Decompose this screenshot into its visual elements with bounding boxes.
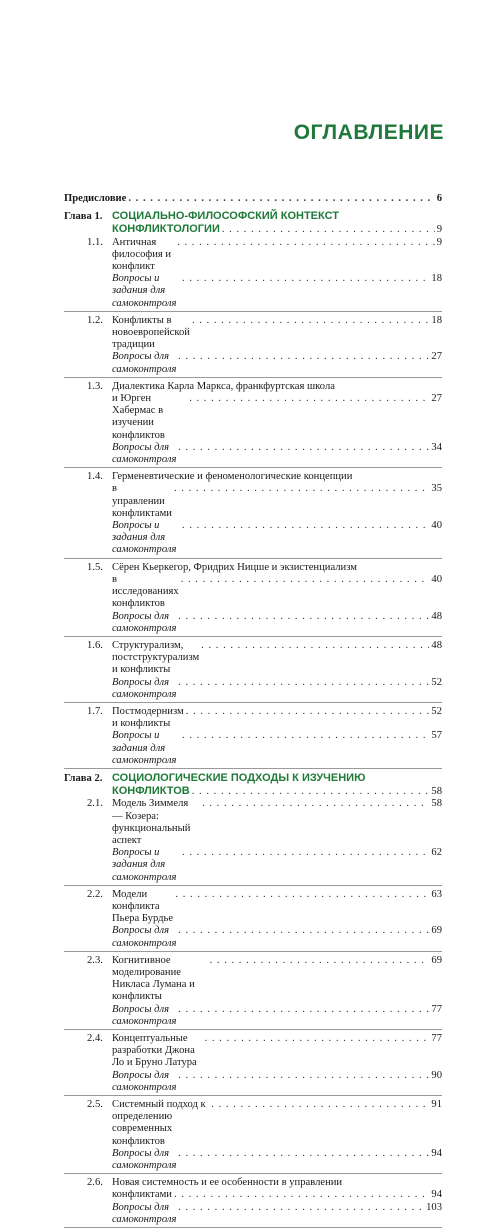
leader-dots <box>182 730 429 742</box>
section-title: Модель Зиммеля — Козера: функциональный аспект <box>112 798 191 846</box>
toc-chapter-heading[interactable] <box>64 210 442 223</box>
section-number: 1.1. <box>87 236 103 248</box>
section-title: в исследованиях конфликтов <box>112 573 179 610</box>
toc-section-entry[interactable] <box>64 381 442 393</box>
section-page: 48 <box>431 639 442 651</box>
toc-section-entry[interactable] <box>64 315 442 352</box>
leader-dots <box>182 847 429 859</box>
questions-label: Вопросы и задания для самоконтроля <box>112 847 177 883</box>
toc-section-entry[interactable] <box>64 562 442 574</box>
leader-dots <box>174 483 429 495</box>
questions-label: Вопросы и задания для самоконтроля <box>112 520 177 556</box>
section-title: Диалектика Карла Маркса, франкфуртская школа <box>112 380 335 392</box>
questions-page: 90 <box>431 1069 442 1081</box>
leader-dots <box>189 393 429 405</box>
toc-questions-entry[interactable] <box>64 677 442 703</box>
questions-label: Вопросы для самоконтроля <box>112 1069 177 1093</box>
toc-questions-entry[interactable] <box>64 730 442 769</box>
section-page: 77 <box>431 1033 442 1044</box>
section-page: 35 <box>431 483 442 495</box>
leader-dots <box>182 273 429 285</box>
questions-page: 27 <box>431 351 442 363</box>
section-number: 2.3. <box>87 954 103 966</box>
chapter-number: Глава 2. <box>64 772 103 784</box>
section-number: 2.5. <box>87 1099 103 1111</box>
table-of-contents <box>64 193 442 1231</box>
questions-page: 52 <box>431 676 442 688</box>
questions-label: Вопросы для самоконтроля <box>112 1201 177 1225</box>
toc-chapter-heading[interactable] <box>64 772 442 785</box>
page-title: ОГЛАВЛЕНИЕ <box>293 121 444 144</box>
section-title: Конфликты в новоевропейской традиции <box>112 314 190 351</box>
section-title: Новая системность и ее особенности в управлении <box>112 1177 343 1189</box>
leader-dots <box>174 1189 429 1201</box>
section-number: 1.2. <box>87 314 103 326</box>
questions-page: 77 <box>431 1003 442 1015</box>
questions-page: 103 <box>426 1201 442 1213</box>
section-number: 2.4. <box>87 1033 103 1044</box>
questions-page: 40 <box>431 520 442 532</box>
questions-label: Вопросы и задания для самоконтроля <box>112 273 177 309</box>
section-title: Герменевтические и феноменологические концепции <box>112 471 353 483</box>
questions-page: 57 <box>431 730 442 742</box>
questions-label: Вопросы и задания для самоконтроля <box>112 730 177 766</box>
toc-questions-entry[interactable] <box>64 442 442 468</box>
section-title: Системный подход к определению современных конфликтов <box>112 1099 206 1147</box>
leader-dots <box>182 520 429 532</box>
toc-questions-entry[interactable] <box>64 520 442 559</box>
leader-dots <box>201 640 429 652</box>
leader-dots <box>178 1004 429 1016</box>
section-page: 63 <box>431 888 442 900</box>
leader-dots <box>175 889 429 901</box>
leader-dots <box>177 237 435 249</box>
questions-label: Вопросы для самоконтроля <box>112 610 177 634</box>
toc-section-entry[interactable] <box>64 1189 442 1201</box>
toc-questions-entry[interactable] <box>64 351 442 377</box>
section-page: 18 <box>431 314 442 326</box>
leader-dots <box>192 786 430 798</box>
toc-questions-entry[interactable] <box>64 1004 442 1030</box>
questions-label: Вопросы для самоконтроля <box>112 1147 177 1172</box>
questions-label: Вопросы для самоконтроля <box>112 925 177 949</box>
questions-label: Вопросы для самоконтроля <box>112 441 177 466</box>
section-page: 40 <box>431 573 442 585</box>
toc-questions-entry[interactable] <box>64 611 442 637</box>
section-title: Постмодернизм и конфликты <box>112 705 184 730</box>
toc-chapter-heading-cont[interactable] <box>64 785 442 798</box>
section-number: 2.6. <box>87 1177 103 1189</box>
section-title: Концептуальные разработки Джона Ло и Бруно Латура <box>112 1033 197 1069</box>
section-page: 27 <box>431 393 442 405</box>
questions-page: 18 <box>431 273 442 285</box>
section-title: конфликтами <box>112 1189 172 1201</box>
leader-dots <box>178 611 429 623</box>
chapter-title: СОЦИОЛОГИЧЕСКИЕ ПОДХОДЫ К ИЗУЧЕНИЮ <box>112 771 366 784</box>
toc-section-entry[interactable] <box>64 955 442 1004</box>
chapter-title: КОНФЛИКТОЛОГИИ <box>112 223 220 236</box>
section-title: и Юрген Хабермас в изучении конфликтов <box>112 393 165 441</box>
section-title: в управлении конфликтами <box>112 483 172 519</box>
chapter-page: 9 <box>436 224 442 236</box>
toc-section-entry[interactable] <box>64 1033 442 1070</box>
section-page: 52 <box>431 705 442 717</box>
toc-questions-entry[interactable] <box>64 273 442 312</box>
leader-dots <box>178 1148 429 1160</box>
leader-dots <box>202 798 429 810</box>
section-title: Структурализм, постструктурализм и конфликты <box>112 639 200 676</box>
section-number: 2.1. <box>87 798 103 810</box>
leader-dots <box>192 315 429 327</box>
toc-section-entry[interactable] <box>64 1177 442 1189</box>
toc-section-entry[interactable] <box>64 483 442 520</box>
leader-dots <box>128 193 434 205</box>
toc-section-entry[interactable] <box>64 640 442 677</box>
leader-dots <box>222 224 435 236</box>
leader-dots <box>178 1070 429 1082</box>
toc-section-entry[interactable] <box>64 798 442 847</box>
section-title: Когнитивное моделирование Никласа Лумана и конфликты <box>112 954 195 1003</box>
leader-dots <box>178 351 429 363</box>
toc-entry-preface[interactable] <box>64 193 442 205</box>
section-page: 58 <box>431 798 442 810</box>
leader-dots <box>205 1033 430 1045</box>
toc-questions-entry[interactable] <box>64 1148 442 1174</box>
toc-questions-entry[interactable] <box>64 1202 442 1228</box>
leader-dots <box>210 955 430 967</box>
questions-page: 69 <box>431 925 442 937</box>
questions-page: 94 <box>431 1147 442 1159</box>
section-number: 1.3. <box>87 380 103 392</box>
preface-page: 6 <box>436 193 442 204</box>
section-page: 9 <box>436 236 442 248</box>
toc-section-entry[interactable] <box>64 889 442 926</box>
questions-page: 62 <box>431 847 442 859</box>
leader-dots <box>178 925 429 937</box>
section-number: 1.6. <box>87 639 103 651</box>
questions-label: Вопросы для самоконтроля <box>112 676 177 700</box>
leader-dots <box>178 677 429 689</box>
toc-section-entry[interactable] <box>64 1099 442 1148</box>
questions-label: Вопросы для самоконтроля <box>112 351 177 375</box>
leader-dots <box>181 574 430 586</box>
section-number: 1.5. <box>87 561 103 573</box>
questions-label: Вопросы для самоконтроля <box>112 1003 177 1027</box>
section-page: 94 <box>431 1189 442 1201</box>
section-number: 2.2. <box>87 888 103 900</box>
leader-dots <box>178 442 429 454</box>
section-title: Античная философия и конфликт <box>112 236 172 273</box>
toc-section-entry[interactable] <box>64 471 442 483</box>
toc-questions-entry[interactable] <box>64 847 442 886</box>
section-number: 1.7. <box>87 705 103 717</box>
toc-questions-entry[interactable] <box>64 925 442 951</box>
section-page: 69 <box>431 954 442 966</box>
preface-label: Предисловие <box>64 193 127 204</box>
questions-page: 34 <box>431 441 442 453</box>
toc-questions-entry[interactable] <box>64 1070 442 1096</box>
questions-page: 48 <box>431 610 442 622</box>
toc-section-entry[interactable] <box>64 574 442 611</box>
section-title: Модели конфликта Пьера Бурдье <box>112 888 174 925</box>
section-title: Сёрен Кьеркегор, Фридрих Ницше и экзистенциализм <box>112 561 357 573</box>
section-number: 1.4. <box>87 471 103 483</box>
leader-dots <box>211 1099 429 1111</box>
chapter-title: СОЦИАЛЬНО-ФИЛОСОФСКИЙ КОНТЕКСТ <box>112 210 339 223</box>
toc-section-entry[interactable] <box>64 393 442 442</box>
chapter-page: 58 <box>431 786 442 798</box>
section-page: 91 <box>431 1099 442 1111</box>
leader-dots <box>178 1202 424 1214</box>
chapter-number: Глава 1. <box>64 211 103 223</box>
toc-chapter-heading-cont[interactable] <box>64 223 442 236</box>
leader-dots <box>186 706 430 718</box>
chapter-title: КОНФЛИКТОВ <box>112 785 190 798</box>
toc-section-entry[interactable] <box>64 237 442 274</box>
